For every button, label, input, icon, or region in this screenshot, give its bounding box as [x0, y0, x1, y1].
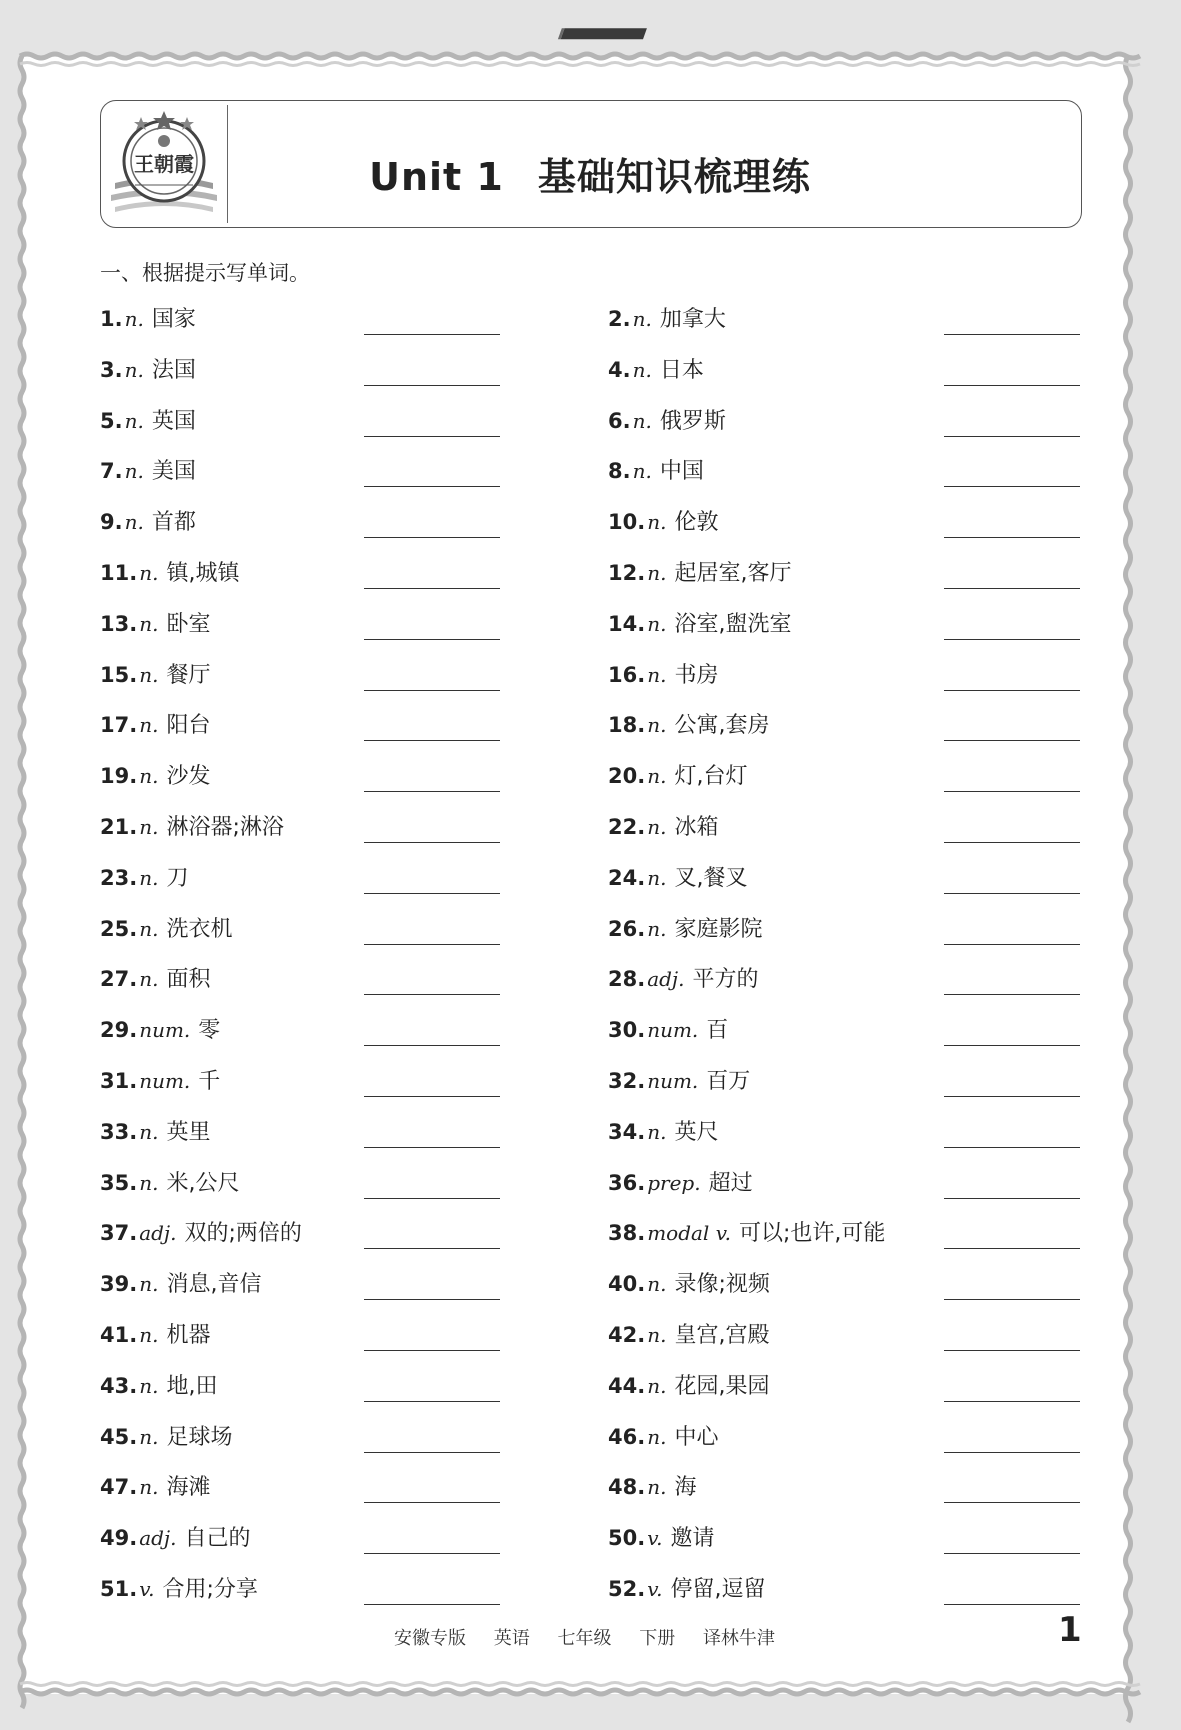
vocab-item: [608, 1066, 750, 1096]
item-meaning: 面积: [166, 967, 211, 993]
vocab-item: [608, 761, 747, 791]
item-meaning: 花园,果园: [674, 1373, 770, 1399]
answer-blank[interactable]: [364, 436, 500, 437]
part-of-speech: n.: [139, 967, 159, 992]
vocab-item: [100, 1574, 258, 1604]
footer-subject: 英语: [493, 1628, 530, 1649]
answer-blank[interactable]: [364, 1604, 500, 1605]
item-number: 33.: [100, 1119, 138, 1144]
item-number: 20.: [608, 764, 646, 789]
part-of-speech: n.: [647, 713, 667, 738]
item-number: 24.: [608, 865, 646, 890]
part-of-speech: n.: [139, 865, 159, 890]
part-of-speech: n.: [139, 1424, 159, 1449]
part-of-speech: adj.: [647, 967, 685, 992]
part-of-speech: n.: [647, 1272, 667, 1297]
item-meaning: 地,田: [166, 1373, 218, 1399]
answer-blank[interactable]: [944, 944, 1080, 945]
item-meaning: 可以;也许,可能: [738, 1221, 886, 1247]
item-meaning: 超过: [708, 1170, 753, 1196]
item-number: 44.: [608, 1373, 646, 1398]
item-meaning: 俄罗斯: [659, 408, 726, 434]
part-of-speech: adj.: [139, 1526, 177, 1551]
part-of-speech: n.: [124, 357, 144, 382]
answer-blank[interactable]: [364, 537, 500, 538]
vocab-item: [608, 1117, 718, 1147]
part-of-speech: num.: [139, 1018, 191, 1043]
vocab-item: [100, 1015, 220, 1045]
answer-blank[interactable]: [364, 486, 500, 487]
answer-blank[interactable]: [364, 1401, 500, 1402]
item-number: 46.: [608, 1424, 646, 1449]
answer-blank[interactable]: [364, 1502, 500, 1503]
item-number: 21.: [100, 815, 138, 839]
part-of-speech: n.: [647, 561, 667, 585]
item-number: 11.: [100, 561, 138, 585]
item-number: 14.: [608, 611, 646, 636]
part-of-speech: n.: [139, 815, 159, 839]
item-meaning: 机器: [166, 1323, 211, 1348]
answer-blank[interactable]: [944, 791, 1080, 792]
item-meaning: 合用;分享: [162, 1577, 258, 1602]
answer-blank[interactable]: [944, 740, 1080, 741]
vocab-item: [100, 406, 196, 436]
item-meaning: 刀: [166, 865, 189, 891]
item-meaning: 海滩: [166, 1475, 211, 1501]
vocab-item: [608, 507, 718, 537]
part-of-speech: n.: [139, 1475, 159, 1500]
item-number: 51.: [100, 1577, 138, 1601]
item-meaning: 英国: [151, 408, 196, 434]
item-number: 43.: [100, 1373, 138, 1398]
answer-blank[interactable]: [944, 436, 1080, 437]
item-number: 2.: [608, 307, 631, 331]
part-of-speech: n.: [139, 662, 159, 687]
answer-blank[interactable]: [944, 385, 1080, 386]
part-of-speech: n.: [647, 1323, 667, 1347]
answer-blank[interactable]: [364, 1299, 500, 1300]
part-of-speech: prep.: [647, 1170, 701, 1195]
vocab-item: [100, 1371, 217, 1401]
vocab-item: [100, 1422, 232, 1452]
answer-blank[interactable]: [944, 1452, 1080, 1453]
part-of-speech: n.: [139, 1323, 159, 1347]
item-number: 22.: [608, 815, 646, 839]
answer-blank[interactable]: [944, 994, 1080, 995]
vocab-item: [100, 1269, 261, 1299]
answer-blank[interactable]: [944, 1096, 1080, 1097]
part-of-speech: n.: [647, 1424, 667, 1449]
item-meaning: 卧室: [166, 611, 211, 637]
answer-blank[interactable]: [364, 791, 500, 792]
part-of-speech: n.: [647, 1475, 667, 1500]
part-of-speech: num.: [647, 1069, 699, 1093]
item-number: 23.: [100, 865, 138, 890]
part-of-speech: n.: [139, 1119, 159, 1144]
part-of-speech: v.: [647, 1526, 663, 1551]
part-of-speech: n.: [647, 1373, 667, 1398]
answer-blank[interactable]: [944, 1401, 1080, 1402]
footer-grade: 七年级: [557, 1628, 612, 1649]
vocab-item: [100, 507, 196, 537]
answer-blank[interactable]: [364, 1147, 500, 1148]
answer-blank[interactable]: [364, 639, 500, 640]
vocab-item: [608, 1523, 715, 1553]
answer-blank[interactable]: [944, 1045, 1080, 1046]
item-meaning: 公寓,套房: [674, 713, 770, 739]
item-meaning: 伦敦: [674, 510, 719, 536]
vocab-item: [100, 355, 196, 385]
item-number: 48.: [608, 1475, 646, 1500]
answer-blank[interactable]: [364, 842, 500, 843]
vocab-item: [608, 1269, 770, 1299]
answer-blank[interactable]: [364, 334, 500, 335]
vocab-item: [608, 1015, 728, 1045]
vocab-item: [608, 304, 726, 334]
vocab-item: [100, 964, 210, 994]
part-of-speech: n.: [632, 307, 652, 331]
vocab-item: [100, 304, 196, 334]
item-meaning: 书房: [674, 662, 719, 688]
answer-blank[interactable]: [364, 1096, 500, 1097]
item-number: 45.: [100, 1424, 138, 1449]
item-number: 18.: [608, 713, 646, 738]
item-meaning: 停留,逗留: [670, 1577, 766, 1602]
part-of-speech: n.: [647, 1119, 667, 1144]
vocab-item: [100, 1472, 210, 1502]
item-number: 27.: [100, 967, 138, 992]
vocab-item: [100, 914, 232, 944]
vocab-item: [608, 1422, 718, 1452]
item-number: 1.: [100, 307, 123, 331]
item-number: 37.: [100, 1221, 138, 1246]
item-meaning: 阳台: [166, 713, 211, 739]
item-meaning: 沙发: [166, 764, 211, 790]
item-meaning: 百: [706, 1018, 729, 1044]
vocab-item: [100, 456, 196, 486]
part-of-speech: n.: [647, 815, 667, 839]
vocab-item: [608, 1472, 696, 1502]
ribbon-label: 期末复习第1步 · 过课本: [529, 106, 757, 130]
answer-blank[interactable]: [364, 588, 500, 589]
item-number: 40.: [608, 1272, 646, 1297]
item-meaning: 足球场: [166, 1424, 233, 1450]
vocab-item: [100, 1066, 220, 1096]
vocab-item: [100, 761, 210, 791]
item-number: 3.: [100, 357, 123, 382]
vocab-item: [608, 558, 791, 588]
answer-blank[interactable]: [364, 740, 500, 741]
vocab-item: [608, 1574, 766, 1604]
item-meaning: 餐厅: [166, 662, 211, 688]
part-of-speech: n.: [139, 764, 159, 789]
item-meaning: 家庭影院: [674, 916, 763, 942]
part-of-speech: n.: [647, 865, 667, 890]
item-number: 49.: [100, 1526, 138, 1551]
answer-blank[interactable]: [364, 1248, 500, 1249]
part-of-speech: n.: [647, 662, 667, 687]
answer-blank[interactable]: [944, 537, 1080, 538]
part-of-speech: v.: [647, 1577, 663, 1601]
item-number: 41.: [100, 1323, 138, 1347]
item-meaning: 首都: [151, 510, 196, 536]
answer-blank[interactable]: [944, 334, 1080, 335]
vocab-item: [608, 1168, 753, 1198]
answer-blank[interactable]: [944, 639, 1080, 640]
part-of-speech: num.: [139, 1069, 191, 1093]
item-meaning: 消息,音信: [166, 1272, 262, 1298]
part-of-speech: n.: [647, 611, 667, 636]
item-number: 4.: [608, 357, 631, 382]
item-number: 7.: [100, 459, 123, 484]
vocab-item: [100, 1168, 239, 1198]
answer-blank[interactable]: [364, 690, 500, 691]
item-number: 30.: [608, 1018, 646, 1043]
answer-blank[interactable]: [944, 1604, 1080, 1605]
part-of-speech: n.: [139, 1170, 159, 1195]
item-number: 17.: [100, 713, 138, 738]
footer-edition: 安徽专版: [394, 1628, 466, 1649]
item-meaning: 百万: [706, 1069, 751, 1094]
answer-blank[interactable]: [944, 893, 1080, 894]
answer-blank[interactable]: [364, 1045, 500, 1046]
answer-blank[interactable]: [944, 1553, 1080, 1554]
item-meaning: 零: [198, 1018, 221, 1044]
part-of-speech: n.: [124, 459, 144, 484]
answer-blank[interactable]: [944, 1198, 1080, 1199]
item-number: 10.: [608, 510, 646, 535]
item-meaning: 法国: [151, 357, 196, 383]
item-meaning: 邀请: [670, 1526, 715, 1552]
vocab-item: [608, 660, 718, 690]
item-number: 15.: [100, 662, 138, 687]
vocab-item: [100, 812, 284, 842]
answer-blank[interactable]: [944, 690, 1080, 691]
answer-blank[interactable]: [944, 1502, 1080, 1503]
item-number: 42.: [608, 1323, 646, 1347]
section-heading: 一、根据提示写单词。: [100, 261, 310, 285]
vocab-item: [608, 812, 718, 842]
footer-volume: 下册: [639, 1628, 676, 1649]
vocab-item: [608, 355, 704, 385]
ribbon-banner: [0, 0, 1181, 42]
item-number: 28.: [608, 967, 646, 992]
part-of-speech: n.: [124, 307, 144, 331]
item-meaning: 录像;视频: [674, 1272, 770, 1298]
part-of-speech: n.: [124, 408, 144, 433]
item-number: 47.: [100, 1475, 138, 1500]
item-meaning: 英里: [166, 1119, 211, 1145]
item-meaning: 中国: [659, 459, 704, 485]
item-meaning: 淋浴器;淋浴: [166, 815, 284, 840]
item-meaning: 海: [674, 1475, 697, 1501]
vocab-item: [100, 1523, 251, 1553]
vocab-item: [608, 406, 726, 436]
title-unit: Unit 1: [369, 155, 504, 199]
item-meaning: 浴室,盥洗室: [674, 611, 792, 637]
item-meaning: 自己的: [184, 1526, 251, 1552]
item-meaning: 美国: [151, 459, 196, 485]
vocab-item: [100, 1218, 302, 1248]
vocab-item: [608, 1320, 769, 1350]
item-number: 50.: [608, 1526, 646, 1551]
vocab-item: [608, 1371, 769, 1401]
page-title: [100, 146, 1080, 201]
item-number: 35.: [100, 1170, 138, 1195]
item-meaning: 灯,台灯: [674, 764, 748, 790]
vocab-item: [100, 609, 210, 639]
vocab-item: [608, 710, 769, 740]
part-of-speech: n.: [632, 459, 652, 484]
item-number: 12.: [608, 561, 646, 585]
vocab-item: [100, 710, 210, 740]
answer-blank[interactable]: [944, 842, 1080, 843]
part-of-speech: n.: [647, 510, 667, 535]
part-of-speech: modal v.: [647, 1221, 731, 1246]
vocab-item: [608, 964, 759, 994]
part-of-speech: n.: [139, 611, 159, 636]
vocab-item: [100, 1320, 210, 1350]
item-meaning: 叉,餐叉: [674, 865, 748, 891]
item-number: 32.: [608, 1069, 646, 1093]
item-number: 36.: [608, 1170, 646, 1195]
title-text: 基础知识梳理练: [537, 155, 811, 199]
vocab-item: [100, 660, 210, 690]
footer: [394, 1624, 797, 1650]
item-meaning: 国家: [151, 307, 196, 332]
part-of-speech: n.: [647, 764, 667, 789]
vocab-item: [608, 863, 747, 893]
part-of-speech: num.: [647, 1018, 699, 1043]
item-number: 31.: [100, 1069, 138, 1093]
part-of-speech: n.: [139, 713, 159, 738]
item-meaning: 冰箱: [674, 815, 719, 840]
part-of-speech: n.: [139, 561, 159, 585]
item-number: 39.: [100, 1272, 138, 1297]
part-of-speech: n.: [139, 916, 159, 941]
part-of-speech: n.: [124, 510, 144, 535]
item-meaning: 洗衣机: [166, 916, 233, 942]
item-meaning: 起居室,客厅: [674, 561, 792, 586]
item-number: 5.: [100, 408, 123, 433]
item-number: 9.: [100, 510, 123, 535]
part-of-speech: n.: [647, 916, 667, 941]
answer-blank[interactable]: [944, 588, 1080, 589]
item-number: 25.: [100, 916, 138, 941]
vocab-item: [608, 609, 791, 639]
part-of-speech: n.: [139, 1373, 159, 1398]
footer-publisher: 译林牛津: [702, 1628, 775, 1649]
item-number: 6.: [608, 408, 631, 433]
vocab-item: [608, 914, 762, 944]
answer-blank[interactable]: [364, 385, 500, 386]
vocab-item: [100, 863, 188, 893]
answer-blank[interactable]: [364, 1553, 500, 1554]
part-of-speech: n.: [632, 357, 652, 382]
item-meaning: 米,公尺: [166, 1170, 240, 1196]
item-meaning: 千: [198, 1069, 221, 1094]
answer-blank[interactable]: [364, 1350, 500, 1351]
item-number: 38.: [608, 1221, 646, 1246]
item-meaning: 皇宫,宫殿: [674, 1323, 770, 1348]
item-meaning: 英尺: [674, 1119, 719, 1145]
item-number: 52.: [608, 1577, 646, 1601]
item-number: 29.: [100, 1018, 138, 1043]
answer-blank[interactable]: [944, 486, 1080, 487]
part-of-speech: n.: [139, 1272, 159, 1297]
item-number: 19.: [100, 764, 138, 789]
vocab-item: [100, 1117, 210, 1147]
item-meaning: 双的;两倍的: [184, 1221, 302, 1247]
vocab-item: [608, 1218, 885, 1248]
answer-blank[interactable]: [364, 944, 500, 945]
item-number: 16.: [608, 662, 646, 687]
item-number: 26.: [608, 916, 646, 941]
answer-blank[interactable]: [944, 1147, 1080, 1148]
answer-blank[interactable]: [364, 994, 500, 995]
item-meaning: 镇,城镇: [166, 561, 240, 586]
answer-blank[interactable]: [944, 1248, 1080, 1249]
answer-blank[interactable]: [364, 1198, 500, 1199]
item-meaning: 平方的: [692, 967, 759, 993]
page-number: 1: [1058, 1610, 1082, 1650]
item-meaning: 中心: [674, 1424, 719, 1450]
item-number: 13.: [100, 611, 138, 636]
item-meaning: 日本: [659, 357, 704, 383]
answer-blank[interactable]: [364, 1452, 500, 1453]
part-of-speech: v.: [139, 1577, 155, 1601]
item-number: 8.: [608, 459, 631, 484]
answer-blank[interactable]: [944, 1299, 1080, 1300]
answer-blank[interactable]: [364, 893, 500, 894]
vocab-item: [100, 558, 239, 588]
item-number: 34.: [608, 1119, 646, 1144]
vocab-item: [608, 456, 704, 486]
part-of-speech: adj.: [139, 1221, 177, 1246]
answer-blank[interactable]: [944, 1350, 1080, 1351]
item-meaning: 加拿大: [659, 307, 726, 332]
part-of-speech: n.: [632, 408, 652, 433]
logo-text: 王朝霞: [134, 152, 194, 176]
